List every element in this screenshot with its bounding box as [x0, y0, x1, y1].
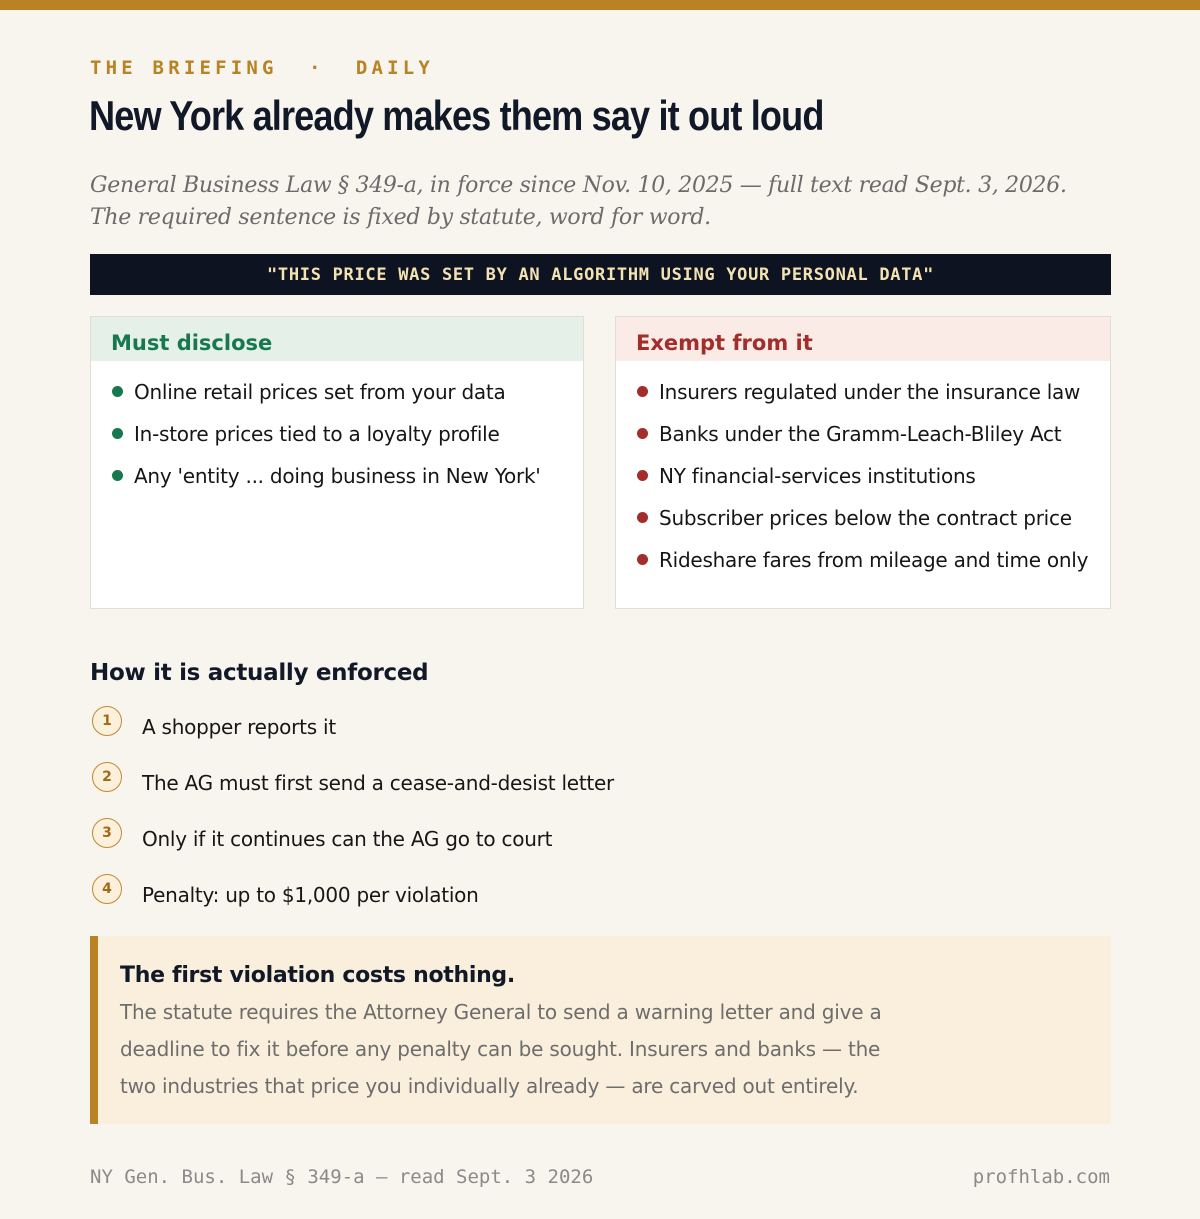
- enforcement-heading: How it is actually enforced: [90, 660, 429, 686]
- bullet-dot-icon: [112, 470, 123, 481]
- list-item: Subscriber prices below the contract price: [616, 505, 1110, 547]
- step-text: Penalty: up to $1,000 per violation: [142, 883, 479, 907]
- dek-line-2: The required sentence is fixed by statute, word for word.: [90, 205, 711, 230]
- must-disclose-panel: [90, 316, 584, 609]
- bullet-dot-icon: [112, 386, 123, 397]
- bullet-dot-icon: [637, 512, 648, 523]
- bullet-dot-icon: [637, 470, 648, 481]
- list-item: Online retail prices set from your data: [91, 379, 583, 421]
- step-text: Only if it continues can the AG go to court: [142, 827, 553, 851]
- headline: New York already makes them say it out loud: [89, 92, 824, 139]
- dek-line-1: General Business Law § 349-a, in force since Nov. 10, 2025 — full text read Sept. 3, 2026.: [90, 173, 1067, 198]
- step-text: The AG must first send a cease-and-desist letter: [142, 771, 615, 795]
- list-item: Rideshare fares from mileage and time only: [616, 547, 1110, 589]
- footer-site: profhlab.com: [972, 1166, 1110, 1188]
- bullet-dot-icon: [112, 428, 123, 439]
- step-text: A shopper reports it: [142, 715, 336, 739]
- step-number-badge: 4: [92, 874, 122, 904]
- callout-body: The statute requires the Attorney General to send a warning letter and give a deadline to fix it before any penalty can be sought. Insurers and banks — the two industries that price you individually already — are carved out entirely.: [120, 1000, 882, 1098]
- callout-title: The first violation costs nothing.: [120, 963, 515, 988]
- required-disclosure-quote: "THIS PRICE WAS SET BY AN ALGORITHM USING YOUR PERSONAL DATA": [90, 254, 1111, 295]
- must-disclose-title: Must disclose: [91, 317, 583, 361]
- bullet-dot-icon: [637, 428, 648, 439]
- bullet-dot-icon: [637, 554, 648, 565]
- step-number-badge: 2: [92, 762, 122, 792]
- list-item: In-store prices tied to a loyalty profile: [91, 421, 583, 463]
- step-number-badge: 3: [92, 818, 122, 848]
- top-accent-bar: [0, 0, 1200, 10]
- exempt-panel: [615, 316, 1111, 609]
- footer-source: NY Gen. Bus. Law § 349-a — read Sept. 3 2026: [90, 1166, 594, 1188]
- step-number-badge: 1: [92, 706, 122, 736]
- list-item: NY financial-services institutions: [616, 463, 1110, 505]
- kicker: THE BRIEFING · DAILY: [90, 57, 435, 79]
- bullet-dot-icon: [637, 386, 648, 397]
- list-item: Banks under the Gramm-Leach-Bliley Act: [616, 421, 1110, 463]
- exempt-title: Exempt from it: [616, 317, 1110, 361]
- dek: [90, 170, 1110, 234]
- callout-box: [90, 936, 1111, 1124]
- list-item: Insurers regulated under the insurance law: [616, 379, 1110, 421]
- exempt-list: [616, 361, 1110, 589]
- must-disclose-list: [91, 361, 583, 505]
- list-item: Any 'entity ... doing business in New York': [91, 463, 583, 505]
